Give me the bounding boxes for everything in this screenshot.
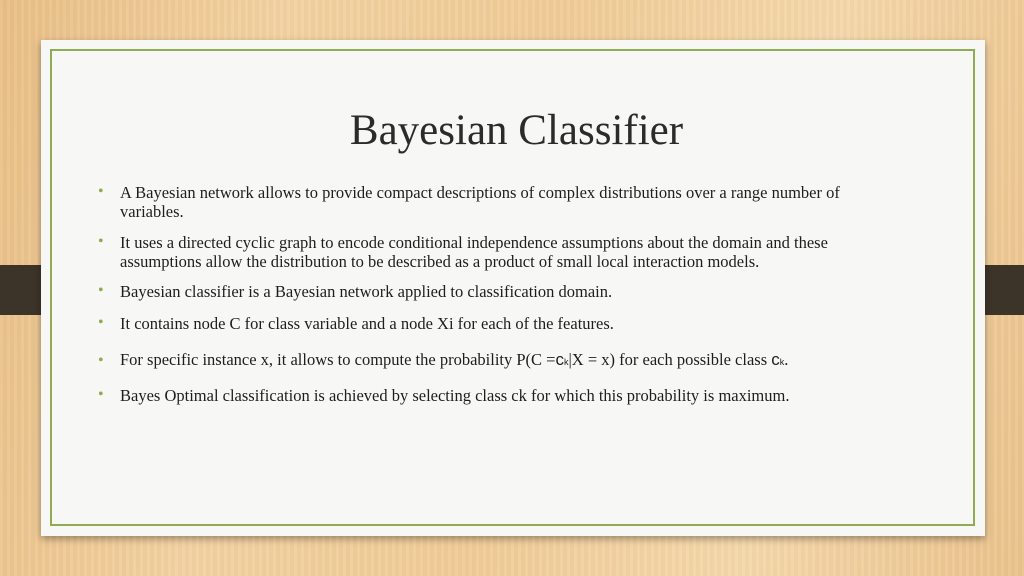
class-subscript: k: [779, 357, 785, 367]
bullet-dot-icon: •: [98, 386, 104, 403]
bullet-text: It contains node C for class variable and a node Xi for each of the features.: [120, 314, 614, 333]
formula-text-1: For specific instance x, it allows to compute the probability P(C =: [120, 350, 556, 369]
bullet-item: [98, 314, 878, 333]
bullet-item: [98, 233, 878, 271]
bullet-text: Bayesian classifier is a Bayesian network applied to classification domain.: [120, 282, 613, 301]
slide-title: Bayesian Classifier: [349, 107, 684, 154]
bullet-item: [98, 386, 878, 405]
class-subscript: k: [563, 357, 569, 367]
bullet-text: Bayes Optimal classification is achieved by selecting class ck for which this probability is maximum.: [120, 386, 790, 405]
bullet-dot-icon: •: [98, 233, 104, 250]
bullet-item: [98, 282, 878, 301]
bullet-item: [98, 348, 878, 374]
slide-card: [41, 40, 985, 536]
bullet-text: It uses a directed cyclic graph to encode conditional independence assumptions about the domain and these assumptions allow the distribution to be described as a product of small local interaction models.: [120, 233, 828, 271]
bullet-list: [98, 183, 878, 405]
formula-text-2: |X = x) for each possible class: [568, 350, 772, 369]
bullet-dot-icon: •: [98, 314, 104, 331]
bullet-dot-icon: •: [98, 183, 104, 200]
formula-text-3: .: [784, 350, 789, 369]
class-symbol: c: [771, 350, 780, 369]
bullet-text: A Bayesian network allows to provide compact descriptions of complex distributions over a range number of variables.: [120, 183, 840, 221]
bullet-dot-icon: •: [98, 282, 104, 299]
class-symbol: c: [555, 350, 564, 369]
bullet-dot-icon: •: [98, 352, 104, 369]
bullet-text: [120, 350, 788, 369]
bullet-item: [98, 183, 878, 221]
